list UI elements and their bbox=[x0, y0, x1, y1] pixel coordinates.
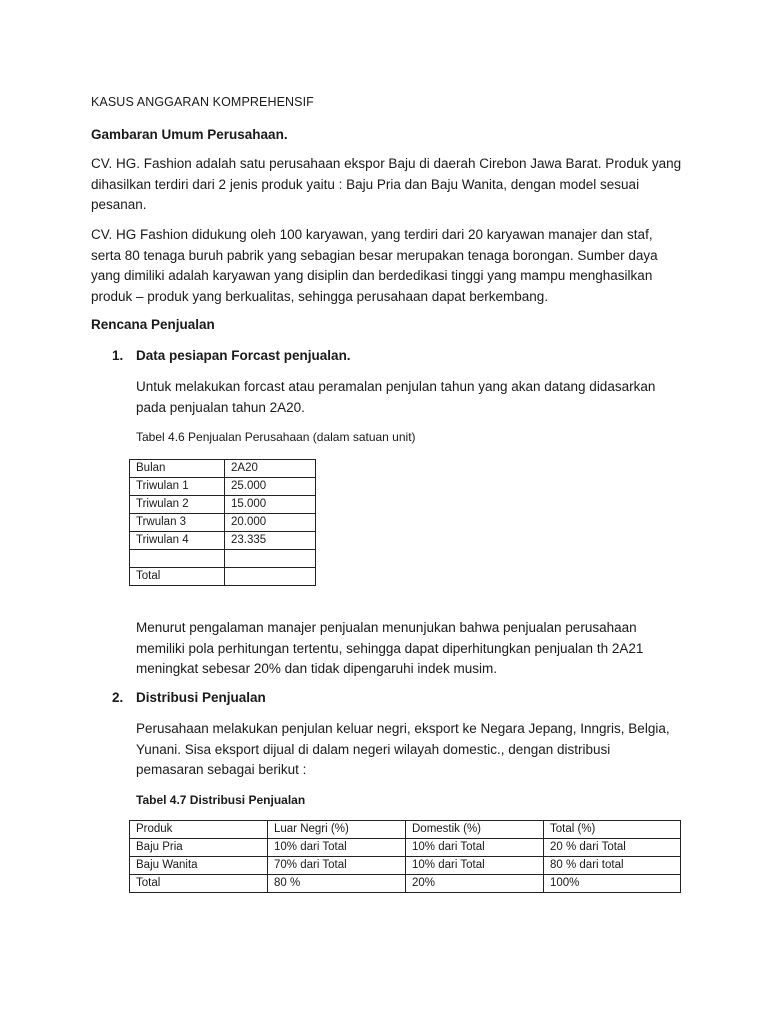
table-cell: 10% dari Total bbox=[406, 839, 544, 857]
paragraph-line: produk – produk yang berkualitas, sehingga perusahaan dapat berkembang. bbox=[91, 288, 549, 304]
paragraph-line: Menurut pengalaman manajer penjualan menunjukan bahwa penjualan perusahaan bbox=[136, 620, 637, 635]
table-cell: Baju Wanita bbox=[130, 857, 268, 875]
table-cell: 100% bbox=[544, 875, 681, 893]
table-row bbox=[130, 875, 681, 893]
table-cell: 70% dari Total bbox=[268, 857, 406, 875]
paragraph-line: pesanan. bbox=[91, 197, 147, 212]
table-cell: 10% dari Total bbox=[268, 839, 406, 857]
table-cell: Total (%) bbox=[544, 821, 681, 839]
paragraph-line: CV. HG Fashion didukung oleh 100 karyawan, yang terdiri dari 20 karyawan manajer dan staf, bbox=[91, 227, 653, 242]
table-row bbox=[130, 550, 316, 568]
table-cell: 20 % dari Total bbox=[544, 839, 681, 857]
table-cell bbox=[130, 550, 225, 568]
table-row bbox=[130, 460, 316, 478]
paragraph-line: dihasilkan terdiri dari 2 jenis produk yaitu : Baju Pria dan Baju Wanita, dengan model sesuai bbox=[91, 176, 640, 192]
paragraph-line: Yunani. Sisa eksport dijual di dalam negeri wilayah domestic., dengan distribusi bbox=[136, 741, 611, 757]
section1-intro bbox=[136, 377, 736, 418]
table-cell: 25.000 bbox=[225, 478, 316, 496]
table-cell: Trwulan 3 bbox=[130, 514, 225, 532]
section2-intro bbox=[136, 719, 736, 781]
table-cell bbox=[225, 550, 316, 568]
section1-after-paragraph bbox=[136, 618, 736, 680]
table-cell: 20.000 bbox=[225, 514, 316, 532]
sales-table bbox=[129, 459, 316, 586]
table-cell: Domestik (%) bbox=[406, 821, 544, 839]
table-cell: Baju Pria bbox=[130, 839, 268, 857]
table-row bbox=[130, 532, 316, 550]
table-cell: Total bbox=[130, 875, 268, 893]
table-row bbox=[130, 496, 316, 514]
paragraph-line: memiliki pola perhitungan tertentu, sehingga dapat diperhitungkan penjualan th 2A21 bbox=[136, 640, 644, 656]
paragraph-line: pada penjualan tahun 2A20. bbox=[136, 399, 305, 415]
section1-number: 1. bbox=[112, 348, 124, 363]
table-row bbox=[130, 568, 316, 586]
table-cell: 20% bbox=[406, 875, 544, 893]
table-cell: Produk bbox=[130, 821, 268, 839]
table-cell: Triwulan 1 bbox=[130, 478, 225, 496]
table-row bbox=[130, 839, 681, 857]
table-cell: Triwulan 4 bbox=[130, 532, 225, 550]
table-cell: Luar Negri (%) bbox=[268, 821, 406, 839]
table-cell: 80 % dari total bbox=[544, 857, 681, 875]
employee-paragraph bbox=[91, 225, 691, 307]
table-cell: 15.000 bbox=[225, 496, 316, 514]
table-cell bbox=[225, 568, 316, 586]
section2-number: 2. bbox=[112, 690, 124, 705]
paragraph-line: Perusahaan melakukan penjulan keluar negri, eksport ke Negara Jepang, Inngris, Belgia, bbox=[136, 721, 670, 736]
paragraph-line: meningkat sebesar 20% dan tidak dipengaruhi indek musim. bbox=[136, 661, 497, 676]
paragraph-line: yang dimiliki adalah karyawan yang disiplin dan berdedikasi tinggi yang mampu menghasilkan bbox=[91, 268, 653, 283]
paragraph-line: pemasaran sebagai berikut : bbox=[136, 762, 307, 777]
paragraph-line: Untuk melakukan forcast atau peramalan penjulan tahun yang akan datang didasarkan bbox=[136, 379, 656, 394]
paragraph-line: CV. HG. Fashion adalah satu perusahaan ekspor Baju di daerah Cirebon Jawa Barat. Produk yang bbox=[91, 156, 682, 171]
overview-heading: Gambaran Umum Perusahaan. bbox=[91, 127, 288, 142]
table-row bbox=[130, 514, 316, 532]
table-cell: Bulan bbox=[130, 460, 225, 478]
table-row bbox=[130, 478, 316, 496]
paragraph-line: serta 80 tenaga buruh pabrik yang sebagian besar merupakan tenaga borongan. Sumber daya bbox=[91, 247, 658, 263]
table-cell: Triwulan 2 bbox=[130, 496, 225, 514]
table-cell: 10% dari Total bbox=[406, 857, 544, 875]
table-cell: 80 % bbox=[268, 875, 406, 893]
table-row bbox=[130, 857, 681, 875]
document-title: KASUS ANGGARAN KOMPREHENSIF bbox=[91, 95, 314, 109]
table-4-7-caption: Tabel 4.7 Distribusi Penjualan bbox=[136, 793, 306, 807]
company-overview-paragraph bbox=[91, 154, 691, 216]
table-4-6-caption: Tabel 4.6 Penjualan Perusahaan (dalam satuan unit) bbox=[136, 430, 416, 444]
table-cell: 2A20 bbox=[225, 460, 316, 478]
table-row bbox=[130, 821, 681, 839]
section2-title: Distribusi Penjualan bbox=[136, 690, 266, 705]
section1-title: Data pesiapan Forcast penjualan. bbox=[136, 348, 351, 363]
table-cell: Total bbox=[130, 568, 225, 586]
sales-plan-heading: Rencana Penjualan bbox=[91, 317, 215, 332]
table-cell: 23.335 bbox=[225, 532, 316, 550]
distribution-table bbox=[129, 820, 681, 893]
